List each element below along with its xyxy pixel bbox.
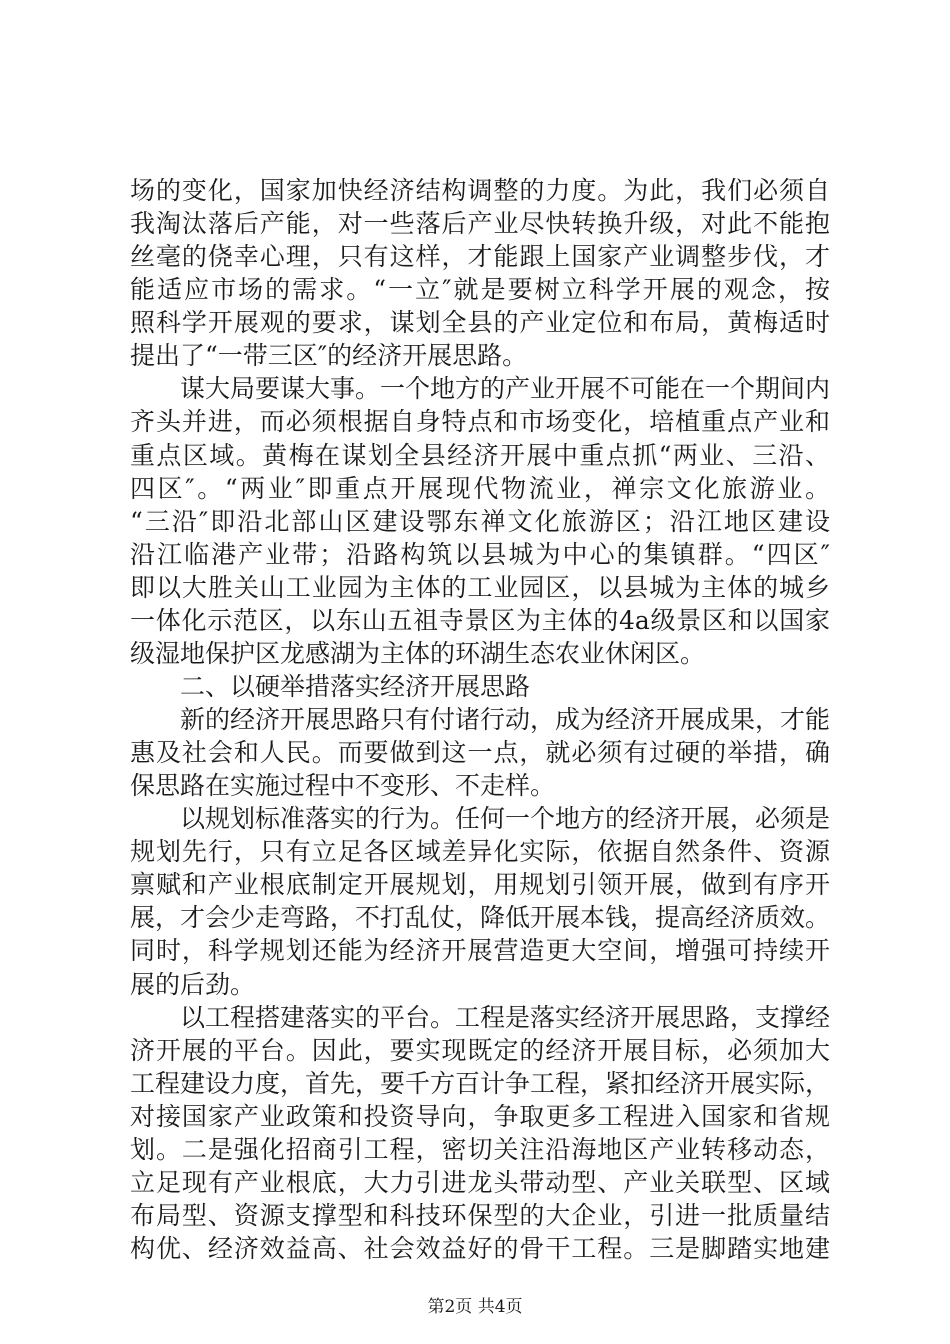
body-line: 我淘汰落后产能，对一些落后产业尽快转换升级，对此不能抱 [130, 209, 830, 238]
body-line: 重点区域。黄梅在谋划全县经济开展中重点抓“两业、三沿、 [130, 441, 830, 470]
body-line: 齐头并进，而必须根据自身特点和市场变化，培植重点产业和 [130, 407, 830, 436]
body-line: 济开展的平台。因此，要实现既定的经济开展目标，必须加大 [130, 1036, 830, 1065]
body-line: 一体化示范区，以东山五祖寺景区为主体的4a级景区和以国家 [130, 606, 830, 635]
page-number-footer: 第2页 共4页 [427, 1297, 523, 1317]
body-line: 四区″。“两业″即重点开展现代物流业，禅宗文化旅游业。 [130, 474, 830, 503]
body-line: 谋大局要谋大事。一个地方的产业开展不可能在一个期间内 [130, 374, 831, 403]
body-line: 禀赋和产业根底制定开展规划，用规划引领开展，做到有序开 [130, 870, 830, 899]
body-line: 展，才会少走弯路，不打乱仗，降低开展本钱，提高经济质效。 [130, 903, 831, 932]
body-line: 立足现有产业根底，大力引进龙头带动型、产业关联型、区域 [130, 1168, 830, 1197]
body-line: 工程建设力度，首先，要千方百计争工程，紧扣经济开展实际， [130, 1069, 831, 1098]
body-line: 对接国家产业政策和投资导向，争取更多工程进入国家和省规 [130, 1102, 830, 1131]
body-line: 布局型、资源支撑型和科技环保型的大企业，引进一批质量结 [130, 1201, 830, 1230]
body-line: 照科学开展观的要求，谋划全县的产业定位和布局，黄梅适时 [130, 308, 830, 337]
section-heading: 二、以硬举措落实经济开展思路 [130, 672, 531, 701]
body-line: 划。二是强化招商引工程，密切关注沿海地区产业转移动态， [130, 1135, 830, 1164]
body-line: 即以大胜关山工业园为主体的工业园区，以县城为主体的城乡 [130, 573, 830, 602]
body-line: 展的后劲。 [130, 970, 256, 999]
body-line: 规划先行，只有立足各区域差异化实际，依据自然条件、资源 [130, 837, 830, 866]
body-line: 同时，科学规划还能为经济开展营造更大空间，增强可持续开 [130, 936, 830, 965]
body-line: “三沿″即沿北部山区建设鄂东禅文化旅游区；沿江地区建设 [130, 507, 830, 536]
body-line: 沿江临港产业带；沿路构筑以县城为中心的集镇群。“四区″ [130, 540, 830, 569]
body-line: 惠及社会和人民。而要做到这一点，就必须有过硬的举措，确 [130, 738, 830, 767]
body-line: 以工程搭建落实的平台。工程是落实经济开展思路，支撑经 [130, 1003, 831, 1032]
body-line: 场的变化，国家加快经济结构调整的力度。为此，我们必须自 [130, 176, 830, 205]
body-line: 提出了“一带三区″的经济开展思路。 [130, 341, 528, 370]
body-line: 丝毫的侥幸心理，只有这样，才能跟上国家产业调整步伐，才 [130, 242, 830, 271]
body-line: 新的经济开展思路只有付诸行动，成为经济开展成果，才能 [130, 705, 831, 734]
body-line: 保思路在实施过程中不变形、不走样。 [130, 771, 556, 800]
body-line: 以规划标准落实的行为。任何一个地方的经济开展，必须是 [130, 804, 831, 833]
body-line: 能适应市场的需求。“一立″就是要树立科学开展的观念，按 [130, 275, 830, 304]
body-line: 构优、经济效益高、社会效益好的骨干工程。三是脚踏实地建 [130, 1234, 830, 1263]
body-line: 级湿地保护区龙感湖为主体的环湖生态农业休闲区。 [130, 639, 706, 668]
